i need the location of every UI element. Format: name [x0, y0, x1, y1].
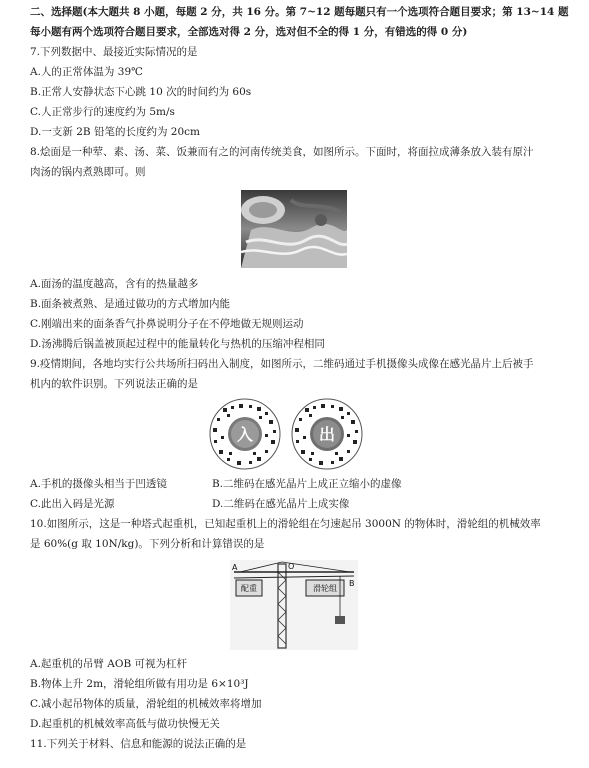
- crane-pulley-label: 滑轮组: [313, 584, 337, 593]
- q8-option-b: B.面条被煮熟、是通过做功的方式增加内能: [30, 298, 231, 310]
- q10-option-b: B.物体上升 2m，滑轮组所做有用功是 6×10³J: [30, 678, 249, 690]
- crane-point-o-label: O: [288, 562, 295, 571]
- q7-option-b: B.正常人安静状态下心跳 10 次的时间约为 60s: [30, 86, 252, 98]
- q9-option-d: D.二维码在感光晶片上成实像: [212, 498, 350, 510]
- q8-option-d: D.汤沸腾后锅盖被顶起过程中的能量转化与热机的压缩冲程相同: [30, 338, 325, 350]
- qr-exit-label: 出: [318, 425, 336, 444]
- q9-option-c: C.此出入码是光源: [30, 498, 115, 510]
- q10-option-a: A.起重机的吊臂 AOB 可视为杠杆: [30, 658, 188, 670]
- crane-point-b-label: B: [349, 579, 355, 588]
- crane-point-a-label: A: [232, 563, 238, 572]
- section-title-line1: 二、选择题(本大题共 8 小题，每题 2 分，共 16 分。第 7~12 题每题只有一个选项符合题目要求；第 13~14 题: [30, 6, 569, 18]
- noodle-bowl-photo: [241, 190, 347, 272]
- q8-stem-line1: 8.烩面是一种荤、素、汤、菜、饭兼而有之的河南传统美食，如图所示。下面时，将面拉成薄条放入装有原汁: [30, 146, 534, 158]
- q10-option-d: D.起重机的机械效率高低与做功快慢无关: [30, 718, 220, 730]
- section-title-line2: 每小题有两个选项符合题目要求，全部选对得 2 分，选对但不全的得 1 分，有错选的得 0 分): [30, 26, 468, 38]
- q7-option-d: D.一支新 2B 铅笔的长度约为 20cm: [30, 126, 200, 138]
- qr-entry-label: 入: [236, 425, 254, 444]
- q9-option-a: A.手机的摄像头相当于凹透镜: [30, 478, 167, 490]
- q9-stem-line1: 9.疫情期间，各地均实行公共场所扫码出入制度，如图所示，二维码通过手机摄像头成像在感光晶片上后被手: [30, 358, 534, 370]
- q9-option-b: B.二维码在感光晶片上成正立缩小的虚像: [212, 478, 402, 490]
- q10-stem-line2: 是 60%(g 取 10N/kg)。下列分析和计算错误的是: [30, 538, 265, 550]
- qr-code-entry: [207, 398, 283, 474]
- tower-crane-figure: [230, 560, 358, 654]
- crane-counterweight-label: 配重: [241, 584, 257, 593]
- q8-option-a: A.面汤的温度越高，含有的热量越多: [30, 278, 199, 290]
- q8-option-c: C.刚端出来的面条香气扑鼻说明分子在不停地做无规则运动: [30, 318, 304, 330]
- q10-option-c: C.减小起吊物体的质量，滑轮组的机械效率将增加: [30, 698, 262, 710]
- q9-stem-line2: 机内的软件识别。下列说法正确的是: [30, 378, 198, 390]
- qr-code-exit: [289, 398, 365, 474]
- q10-stem-line1: 10.如图所示，这是一种塔式起重机，已知起重机上的滑轮组在匀速起吊 3000N 的物体时，滑轮组的机械效率: [30, 518, 541, 530]
- q11-stem: 11.下列关于材料、信息和能源的说法正确的是: [30, 738, 247, 750]
- q7-option-c: C.人正常步行的速度约为 5m/s: [30, 106, 175, 118]
- q7-option-a: A.人的正常体温为 39℃: [30, 66, 143, 78]
- q7-stem: 7.下列数据中、最接近实际情况的是: [30, 46, 198, 58]
- q8-stem-line2: 肉汤的锅内煮熟即可。则: [30, 166, 146, 178]
